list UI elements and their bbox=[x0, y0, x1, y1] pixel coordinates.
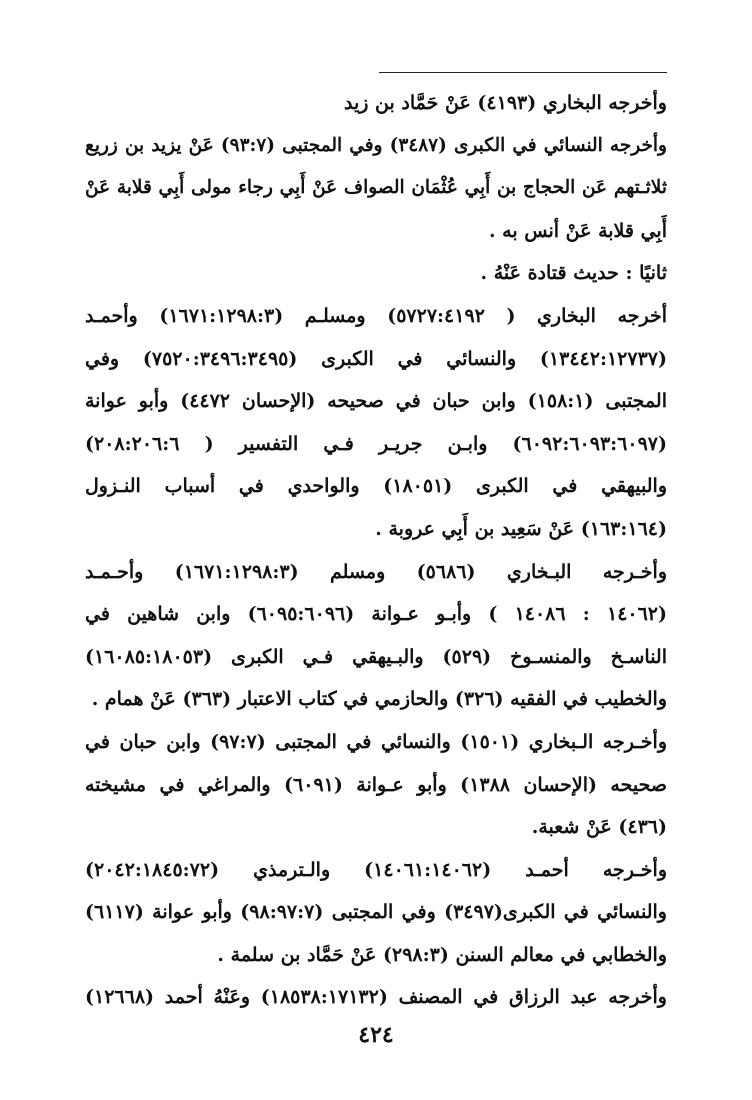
text-line: وأخرجه عبد الرزاق في المصنف (١٨٥٣٨:١٧١٣٢) وعَنْهُ أحمد (١٢٦٦٨) bbox=[85, 986, 667, 1009]
footnote-separator-rule bbox=[379, 72, 667, 73]
text-line: والنسائي في الكبرى(٣٤٩٧) وفي المجتبى (٩٨:٩٧:٧) وأبو عوانة (٦١١٧) bbox=[85, 901, 667, 924]
text-line: الناسـخ والمنسـوخ (٥٢٩) والبـيهقي فـي الكبرى (١٦٠٨٥:١٨٠٥٣) bbox=[85, 645, 667, 668]
text-line: وأخرجه النسائي في الكبرى (٣٤٨٧) وفي المجتبى (٩٣:٧) عَنْ يزيد بن زريع bbox=[85, 134, 667, 156]
text-line: (٦٠٩٢:٦٠٩٣:٦٠٩٧) وابـن جريـر فـي التفسير ( ٢٠٨:٢٠٦:٦) bbox=[85, 432, 667, 455]
text-line: (١٤٠٦٢ : ١٤٠٨٦ ) وأبـو عـوانة (٦٠٩٥:٦٠٩٦) وابن شاهين في bbox=[85, 603, 667, 626]
text-line: (١٣٤٤٢:١٢٧٣٧) والنسائي في الكبرى (٧٥٢٠:٣٤٩٦:٣٤٩٥) وفي bbox=[85, 347, 667, 370]
text-line: وأخـرجه أحمـد (١٤٠٦١:١٤٠٦٢) والـترمذي (٢٠٤٢:١٨٤٥:٧٢) bbox=[85, 858, 667, 881]
text-line: والخطابي في معالم السنن (٢٩٨:٣) عَنْ حَمَّاد بن سلمة . bbox=[217, 943, 667, 966]
text-line: (٤٣٦) عَنْ شعبة. bbox=[531, 816, 667, 839]
text-line: والخطيب في الفقيه (٣٢٦) والحازمي في كتاب الاعتبار (٣٦٣) عَنْ همام . bbox=[91, 688, 667, 711]
text-line: أَبِي قلابة عَنْ أنس به . bbox=[488, 219, 667, 242]
text-line: وأخرجه البخاري (٤١٩٣) عَنْ حَمَّاد بن زيد bbox=[344, 92, 667, 114]
text-line: ثلاثـتهم عَن الحجاج بن أَبِي عُثْمَان الصواف عَنْ أَبِي رجاء مولى أَبِي قلابة عَنْ bbox=[85, 177, 667, 199]
section-heading: ثانيًا : حديث قتادة عَنْهُ . bbox=[480, 262, 667, 285]
text-line: وأخـرجه الـبخاري (١٥٠١) والنسائي في المجتبى (٩٧:٧) وابن حبان في bbox=[85, 730, 667, 753]
text-line: والبيهقي في الكبرى (١٨٠٥١) والواحدي في أسباب النـزول bbox=[85, 475, 667, 498]
text-line: وأخـرجه البـخاري (٥٦٨٦) ومسلم (١٦٧١:١٢٩٨:٣) وأحـمـد bbox=[85, 560, 667, 583]
text-line: صحيحه (الإحسان ١٣٨٨) وأبو عـوانة (٦٠٩١) والمراغي في مشيخته bbox=[85, 773, 667, 796]
footnote-text-block bbox=[85, 82, 667, 1019]
text-line: أخرجه البخاري ( ٥٧٢٧:٤١٩٢) ومسلـم (١٦٧١:١٢٩٨:٣) وأحمـد bbox=[85, 304, 667, 327]
text-line: (١٦٣:١٦٤) عَنْ سَعِيد بن أَبِي عروبة . bbox=[375, 517, 667, 540]
page-number: ٤٢٤ bbox=[358, 1022, 394, 1048]
text-line: المجتبى (١٥٨:١) وابن حبان في صحيحه (الإحسان ٤٤٧٢) وأبو عوانة bbox=[85, 390, 667, 413]
